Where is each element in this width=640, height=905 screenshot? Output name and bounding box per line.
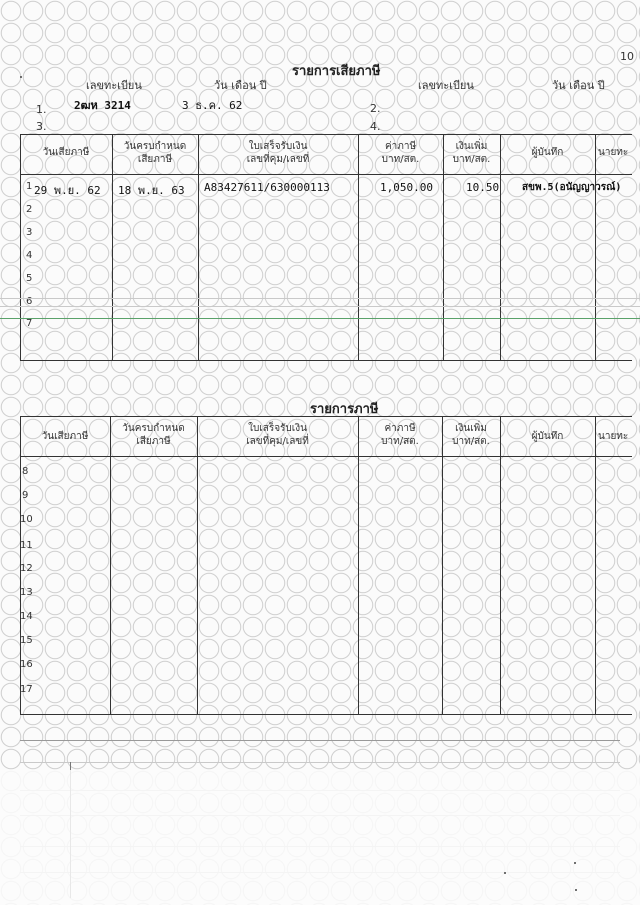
table2-title: รายการภาษี — [310, 402, 379, 417]
row-number: 17 — [20, 684, 33, 695]
table2-bottom-border — [20, 714, 632, 715]
scan-speck — [20, 76, 22, 78]
table2-header-tax: ค่าภาษี บาท/สต. — [381, 423, 419, 447]
cell-recorder: สขพ.5(อนัญญาวรณ์) — [522, 182, 622, 193]
row-number: 7 — [26, 318, 33, 329]
table2-col-line — [110, 416, 111, 714]
row-number: 1 — [26, 181, 33, 192]
date-label-2: วัน เดือน ปี — [552, 79, 605, 92]
scan-line — [20, 740, 620, 741]
table2-header-surcharge: เงินเพิ่ม บาท/สต. — [452, 423, 490, 447]
page-number: 10 — [620, 50, 634, 63]
entry-date: 3 ธ.ค. 62 — [182, 99, 243, 112]
table1-header-recorder: ผู้บันทึก — [531, 147, 564, 158]
row-number: 12 — [20, 563, 33, 574]
cell-surcharge: 10.50 — [466, 181, 500, 194]
table2-header-registrar: นายทะ — [598, 431, 629, 442]
table1-col-line — [112, 134, 113, 360]
table1-header-pay-date: วันเสียภาษี — [42, 147, 90, 158]
table1-col-line — [500, 134, 501, 360]
row-number: 6 — [26, 296, 33, 307]
row-number: 13 — [20, 587, 33, 598]
table1-header-tax: ค่าภาษี บาท/สต. — [381, 141, 420, 165]
table1-col-line — [198, 134, 199, 360]
table1-header-due-date: วันครบกำหนด เสียภาษี — [123, 141, 187, 165]
row-number: 14 — [20, 611, 33, 622]
table2-header-border — [20, 456, 632, 457]
date-label: วัน เดือน ปี — [214, 79, 267, 92]
table1-header-registrar: นายทะ — [598, 147, 629, 158]
row-number: 10 — [20, 514, 33, 525]
table1-col-line — [595, 134, 596, 360]
entry-number: 2. — [370, 102, 381, 115]
entry-number: 3. — [36, 120, 47, 133]
scan-line — [0, 306, 640, 307]
scan-line — [0, 298, 640, 299]
table2-header-due-date: วันครบกำหนด เสียภาษี — [122, 423, 185, 447]
scan-speck — [575, 889, 577, 891]
row-number: 4 — [26, 250, 33, 261]
entry-registration: 2ฒห 3214 — [74, 99, 131, 112]
cell-receipt: A83427611/630000113 — [204, 181, 330, 194]
cell-tax: 1,050.00 — [380, 181, 433, 194]
blank-area — [0, 770, 640, 905]
row-number: 16 — [20, 659, 33, 670]
registration-label: เลขทะเบียน — [86, 79, 142, 92]
registration-label-2: เลขทะเบียน — [418, 79, 474, 92]
scan-line — [0, 318, 640, 319]
table2-col-line — [442, 416, 443, 714]
row-number: 11 — [20, 540, 33, 551]
entry-number: 1. — [36, 103, 47, 116]
table1-bottom-border — [20, 360, 632, 361]
cell-due-date: 18 พ.ย. 63 — [118, 184, 185, 197]
table2-top-border — [20, 416, 632, 417]
table1-col-line — [20, 134, 21, 360]
table2-header-pay-date: วันเสียภาษี — [41, 431, 89, 442]
section-title: รายการเสียภาษี — [292, 64, 381, 79]
row-number: 2 — [26, 204, 33, 215]
row-number: 15 — [20, 635, 33, 646]
table2-col-line — [595, 416, 596, 714]
table2-col-line — [197, 416, 198, 714]
row-number: 8 — [22, 466, 29, 477]
table2-col-line — [500, 416, 501, 714]
cell-pay-date: 29 พ.ย. 62 — [34, 184, 101, 197]
scan-speck — [504, 872, 506, 874]
entry-number: 4. — [370, 120, 381, 133]
row-number: 3 — [26, 227, 33, 238]
table1-header-receipt: ใบเสร็จรับเงิน เลขที่คุม/เลขที่ — [246, 141, 310, 165]
table2-header-recorder: ผู้บันทึก — [531, 431, 564, 442]
scan-speck — [574, 862, 576, 864]
row-number: 9 — [22, 490, 29, 501]
table1-col-line — [443, 134, 444, 360]
table1-header-surcharge: เงินเพิ่ม บาท/สต. — [452, 141, 491, 165]
table2-col-line — [358, 416, 359, 714]
row-number: 5 — [26, 273, 33, 284]
table1-col-line — [358, 134, 359, 360]
table2-header-receipt: ใบเสร็จรับเงิน เลขที่คุม/เลขที่ — [246, 423, 309, 447]
scan-line — [20, 762, 620, 763]
